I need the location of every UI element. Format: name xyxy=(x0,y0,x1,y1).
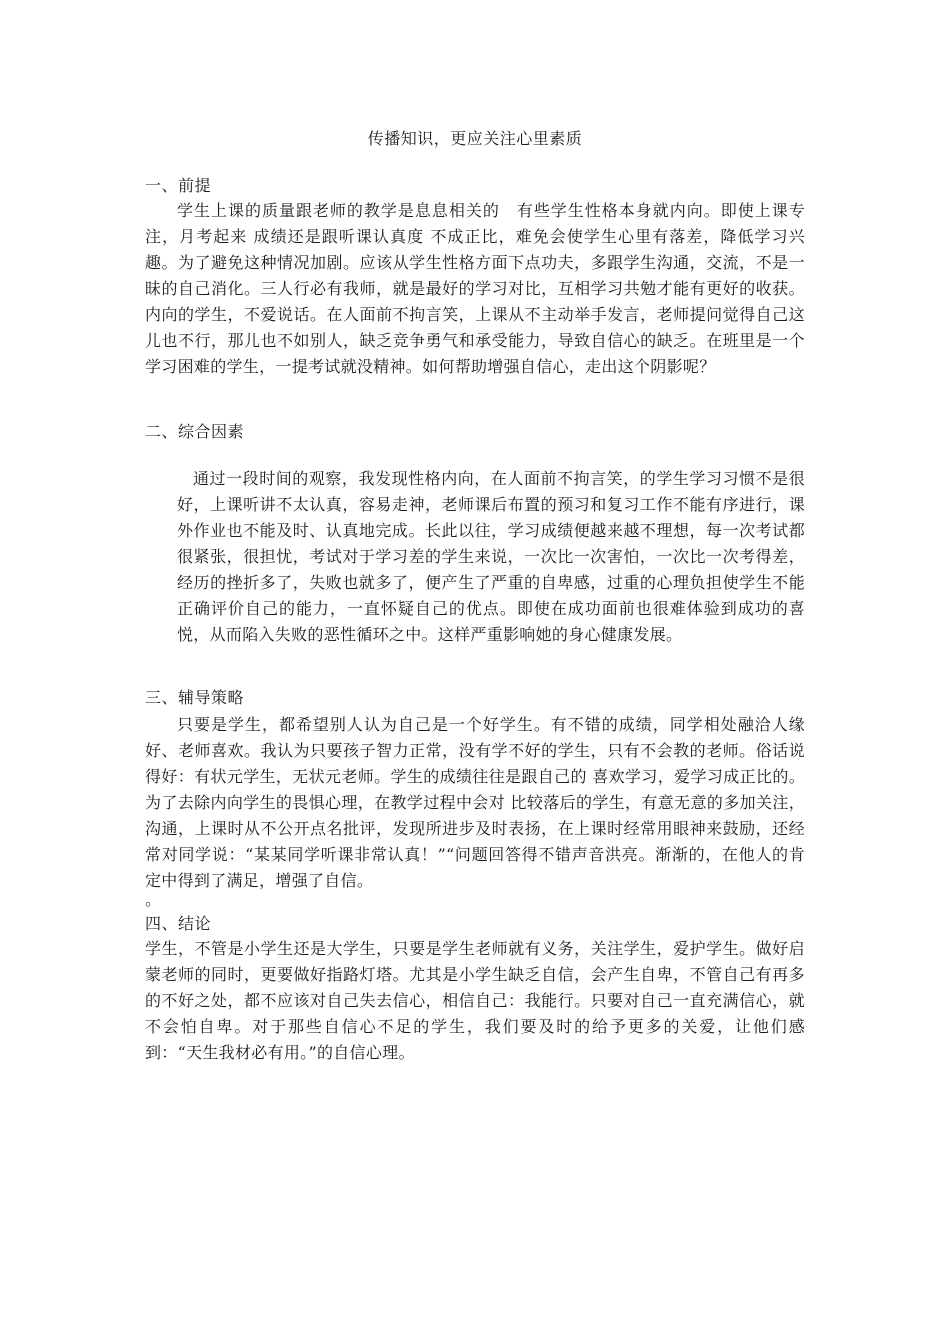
section-body-premise: 学生上课的质量跟老师的教学是息息相关的 有些学生性格本身就内向。即使上课专注，月考起来 成绩还是跟听课认真度 不成正比，难免会使学生心里有落差，降低学习兴趣。为了避免这种情况加剧。应该从学生性格方面下点功夫，多跟学生沟通，交流，不是一昧的自己消化。三人行必有我师，就是最好的学习对比，互相学习共勉才能有更好的收获。内向的学生，不爱说话。在人面前不拘言笑，上课从不主动举手发言，老师提问觉得自己这儿也不行，那儿也不如别人，缺乏竞争勇气和承受能力，导致自信心的缺乏。在班里是一个学习困难的学生，一提考试就没精神。如何帮助增强自信心，走出这个阴影呢？ xyxy=(145,201,805,376)
section-body-strategy: 只要是学生，都希望别人认为自己是一个好学生。有不错的成绩，同学相处融洽人缘好、老师喜欢。我认为只要孩子智力正常，没有学不好的学生，只有不会教的老师。俗话说得好：有状元学生，无状元老师。学生的成绩往往是跟自己的 喜欢学习，爱学习成正比的。为了去除内向学生的畏惧心理，在教学过程中会对 比较落后的学生，有意无意的多加关注，沟通，上课时从不公开点名批评，发现所进步及时表扬，在上课时经常用眼神来鼓励，还经常对同学说：“某某同学听课非常认真！”“问题回答得不错声音洪亮。渐渐的，在他人的肯定中得到了满足，增强了自信。 xyxy=(145,715,805,890)
section-body-factors: 通过一段时间的观察，我发现性格内向，在人面前不拘言笑，的学生学习习惯不是很好，上课听讲不太认真，容易走神，老师课后布置的预习和复习工作不能有序进行，课外作业也不能及时、认真地完成。长此以往，学习成绩便越来越不理想，每一次考试都很紧张，很担忧，考试对于学习差的学生来说，一次比一次害怕，一次比一次考得差，经历的挫折多了，失败也就多了，便产生了严重的自卑感，过重的心理负担使学生不能正确评价自己的能力，一直怀疑自己的优点。即使在成功面前也很难体验到成功的喜悦，从而陷入失败的恶性循环之中。这样严重影响她的身心健康发展。 xyxy=(177,469,805,644)
section-heading-conclusion: 四、结论 xyxy=(145,914,212,933)
section-trailing-mark: 。 xyxy=(145,890,162,909)
section-body-conclusion: 学生，不管是小学生还是大学生，只要是学生老师就有义务，关注学生，爱护学生。做好启蒙老师的同时，更要做好指路灯塔。尤其是小学生缺乏自信，会产生自卑，不管自己有再多的不好之处，都不应该对自己失去信心，相信自己：我能行。只要对自己一直充满信心，就不会怕自卑。对于那些自信心不足的学生，我们要及时的给予更多的关爱，让他们感到：“天生我材必有用。”的自信心理。 xyxy=(145,939,805,1062)
section-heading-factors: 二、综合因素 xyxy=(145,422,245,441)
section-heading-strategy: 三、辅导策略 xyxy=(145,688,245,707)
page-title: 传播知识，更应关注心里素质 xyxy=(367,129,583,148)
section-heading-premise: 一、前提 xyxy=(145,176,212,195)
